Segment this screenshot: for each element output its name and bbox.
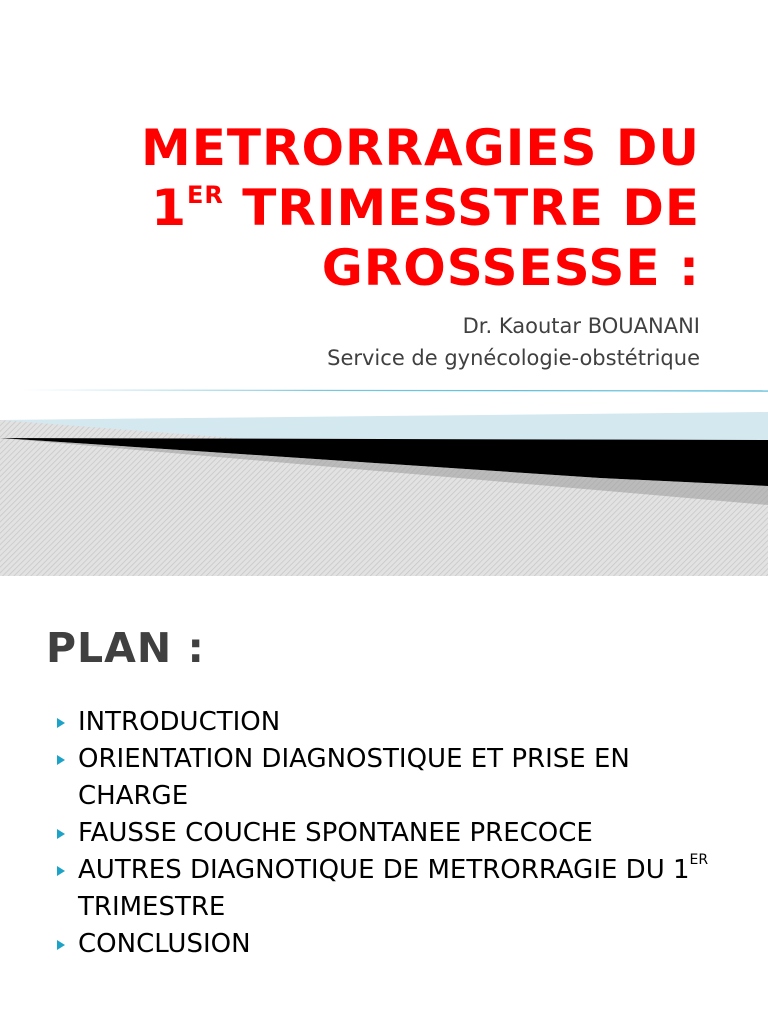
list-item-text: INTRODUCTION	[78, 707, 281, 737]
list-item	[54, 704, 734, 741]
list-item	[54, 926, 734, 963]
list-item-text: CONCLUSION	[78, 929, 251, 959]
title-line-2	[60, 178, 700, 238]
decorative-swoosh-graphic	[0, 380, 768, 576]
list-item-text: FAUSSE COUCHE SPONTANEE PRECOCE	[78, 818, 593, 848]
author-name: Dr. Kaoutar BOUANANI	[462, 314, 700, 338]
title-ordinal-number: 1	[151, 179, 187, 237]
title-line-2-rest: TRIMESSTRE DE	[223, 179, 700, 237]
service-name: Service de gynécologie-obstétrique	[327, 346, 700, 370]
list-item-text: ORIENTATION DIAGNOSTIQUE ET PRISE EN CHARGE	[78, 744, 630, 811]
plan-slide	[0, 594, 768, 1024]
list-item	[54, 815, 734, 852]
list-item-text: AUTRES DIAGNOTIQUE DE METRORRAGIE DU 1	[78, 855, 690, 885]
bullet-arrow-icon	[57, 940, 65, 950]
bullet-arrow-icon	[57, 718, 65, 728]
title-ordinal-suffix: ER	[186, 181, 224, 210]
list-item	[54, 741, 734, 815]
title-line-3: GROSSESSE :	[321, 239, 700, 297]
title-line-1: METRORRAGIES DU	[140, 119, 700, 177]
plan-heading: PLAN :	[46, 624, 205, 672]
plan-bullet-list	[54, 704, 734, 963]
bullet-arrow-icon	[57, 866, 65, 876]
slide-title	[60, 118, 700, 298]
bullet-arrow-icon	[57, 829, 65, 839]
ordinal-suffix: ER	[689, 852, 709, 869]
list-item	[54, 852, 734, 926]
list-item-text-end: TRIMESTRE	[78, 892, 226, 922]
bullet-arrow-icon	[57, 755, 65, 765]
